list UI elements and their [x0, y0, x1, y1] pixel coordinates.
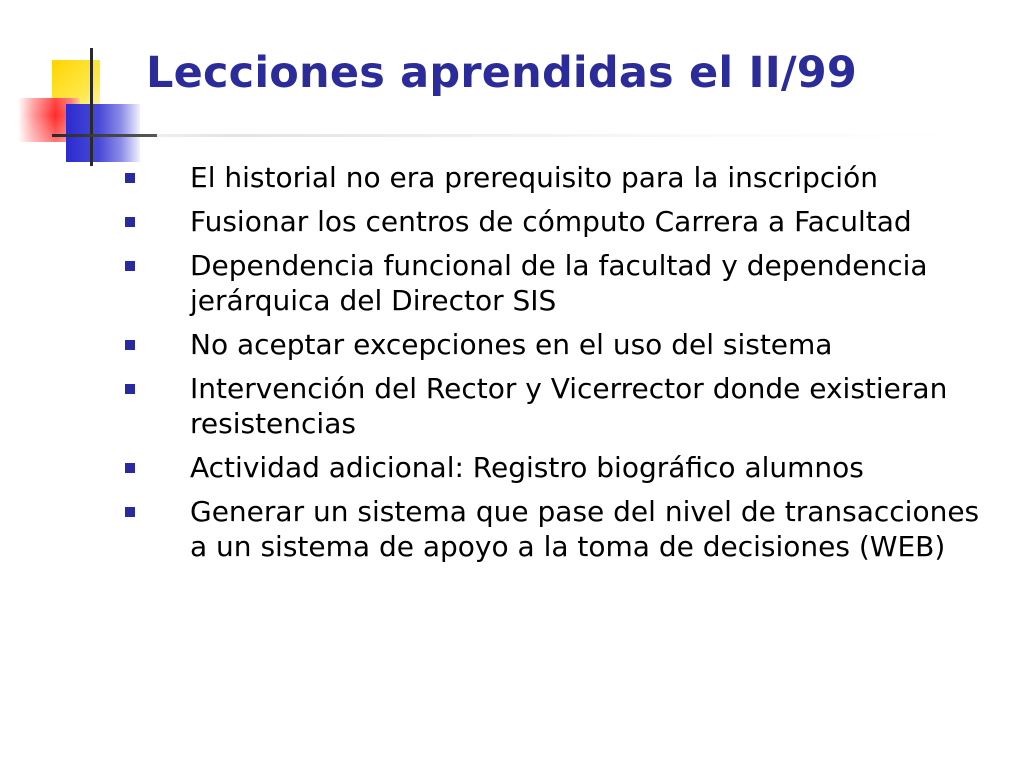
bullet-text: Actividad adicional: Registro biográfico alumnos	[190, 451, 864, 484]
square-bullet-icon	[125, 261, 135, 271]
title-underline	[52, 134, 952, 137]
square-bullet-icon	[125, 173, 135, 183]
slide-title: Lecciones aprendidas el II/99	[146, 48, 858, 98]
bullet-text: Fusionar los centros de cómputo Carrera a Facultad	[190, 205, 912, 238]
square-bullet-icon	[125, 507, 135, 517]
bullet-text: No aceptar excepciones en el uso del sistema	[190, 328, 833, 361]
bullet-text: Dependencia funcional de la facultad y dependencia jerárquica del Director SIS	[190, 249, 928, 317]
square-bullet-icon	[125, 217, 135, 227]
bullet-item	[125, 494, 1005, 564]
bullet-item	[125, 204, 1005, 239]
bullet-item	[125, 248, 1005, 318]
square-bullet-icon	[125, 340, 135, 350]
square-bullet-icon	[125, 463, 135, 473]
bullet-item	[125, 327, 1005, 362]
corner-squares-logo-icon	[0, 0, 160, 180]
bullet-item	[125, 160, 1005, 195]
blue-square	[66, 104, 140, 162]
bullet-text: El historial no era prerequisito para la inscripción	[190, 161, 878, 194]
bullet-text: Intervención del Rector y Vicerrector donde existieran resistencias	[190, 372, 948, 440]
square-bullet-icon	[125, 384, 135, 394]
bullet-list	[125, 160, 1005, 573]
bullet-item	[125, 450, 1005, 485]
bullet-text: Generar un sistema que pase del nivel de transacciones a un sistema de apoyo a la toma de decisiones (WEB)	[190, 495, 980, 563]
vertical-line	[90, 48, 93, 166]
bullet-item	[125, 371, 1005, 441]
